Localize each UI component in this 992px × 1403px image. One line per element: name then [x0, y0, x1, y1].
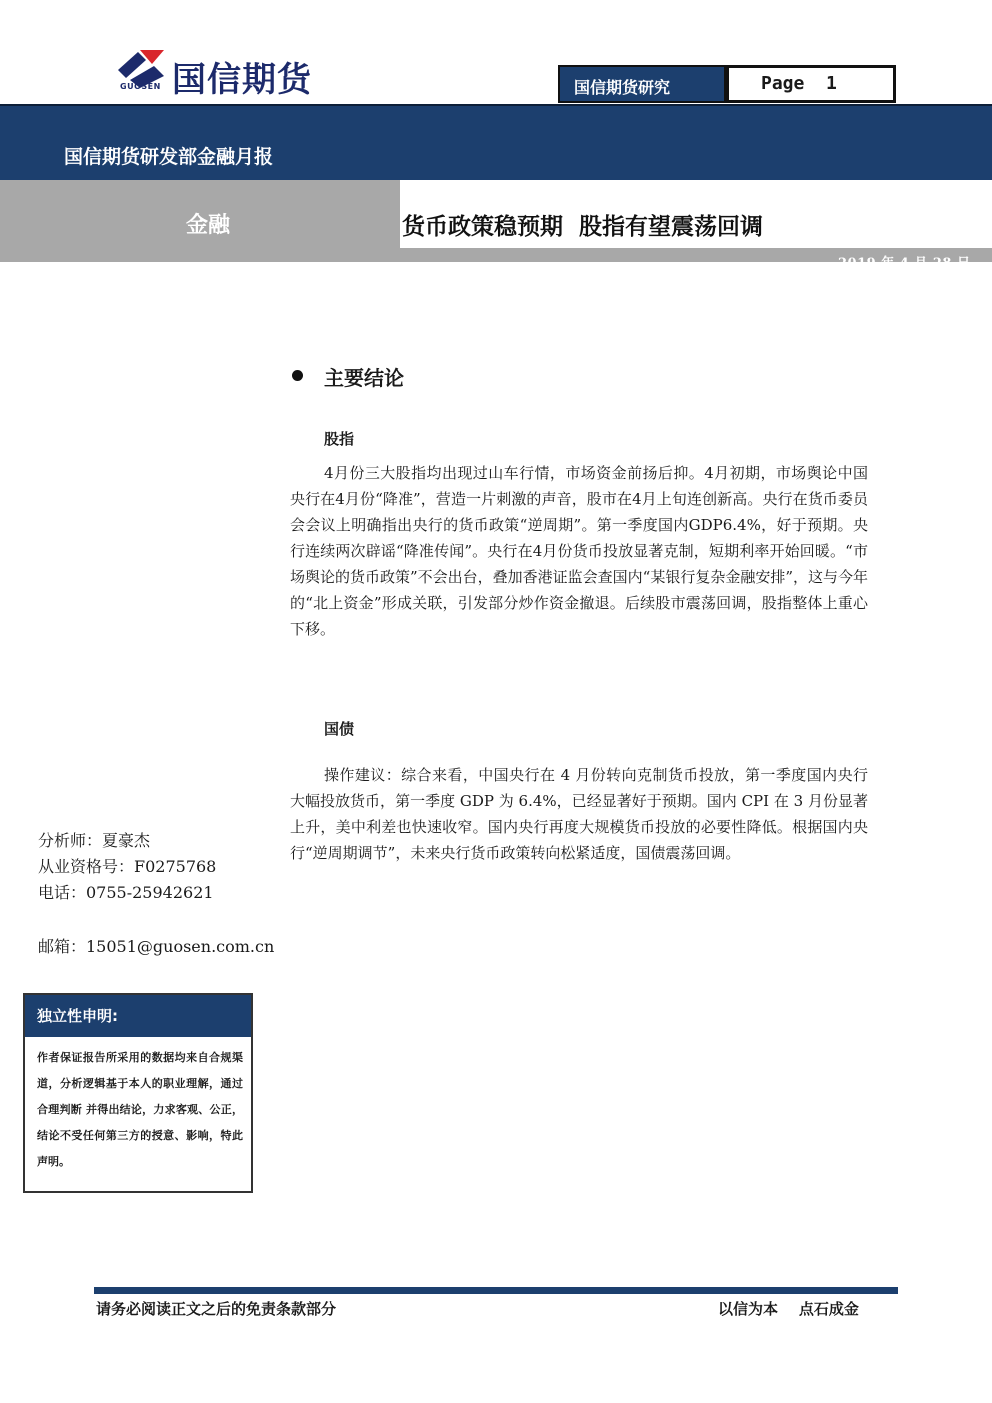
footer-disclaimer-note: 请务必阅读正文之后的免责条款部分 — [96, 1300, 337, 1318]
main-content — [290, 358, 870, 862]
brand-sub: GUOSEN — [120, 82, 161, 91]
report-title: 货币政策稳预期 股指有望震荡回调 — [402, 214, 764, 240]
stock-paragraph: 4月份三大股指均出现过山车行情，市场资金前扬后抑。4月初期，市场舆论中国央行在4月份“降准”，营造一片刺激的声音，股市在4月上旬连创新高。央行在货币委员会会议上明确指出央行的货币政策“逆周期”。第一季度国内GDP6.4%，好于预期。央行连续两次辟谣“降准传闻”。央行在4月份货币投放显著克制，短期利率开始回暖。“市场舆论的货币政策”不会出台，叠加香港证监会查国内“某银行复杂金融安排”，这与今年的“北上资金”形成关联，引发部分炒作资金撤退。后续股市震荡回调，股指整体上重心下移。 — [290, 464, 869, 638]
statement-title: 独立性申明: — [37, 1007, 118, 1025]
bullet-icon — [292, 370, 303, 381]
analyst-license: 从业资格号：F0275768 — [38, 857, 217, 876]
brand-logo — [116, 46, 376, 100]
page-number-box — [726, 65, 896, 103]
analyst-email: 邮箱：15051@guosen.com.cn — [38, 937, 275, 956]
statement-header — [25, 995, 251, 1037]
research-tag — [558, 65, 726, 103]
footer-bar — [94, 1287, 898, 1294]
section-heading-text: 主要结论 — [324, 366, 404, 390]
header-band — [0, 104, 992, 180]
page-number: Page 1 — [761, 73, 837, 94]
independence-statement — [23, 993, 253, 1193]
report-series: 国信期货研发部金融月报 — [64, 146, 274, 168]
sector-label: 金融 — [186, 213, 231, 238]
bond-heading: 国债 — [324, 720, 355, 738]
footer-slogan: 以信为本 点石成金 — [718, 1300, 859, 1318]
analyst-name: 分析师：夏豪杰 — [38, 831, 151, 850]
analyst-phone: 电话：0755-25942621 — [38, 883, 214, 902]
bond-paragraph: 操作建议：综合来看，中国央行在 4 月份转向克制货币投放，第一季度国内央行大幅投放货币，第一季度 GDP 为 6.4%，已经显著好于预期。国内 CPI 在 3 月份显著上升，美中利差也快速收窄。国内央行再度大规模货币投放的必要性降低。根据国内央行“逆周期调节”，未来央行货币政策转向松紧适度，国债震荡回调。 — [290, 766, 868, 862]
research-label: 国信期货研究 — [574, 78, 671, 97]
section-heading — [290, 358, 870, 394]
statement-text: 作者保证报告所采用的数据均来自合规渠道，分析逻辑基于本人的职业理解，通过合理判断 并得出结论，力求客观、公正，结论不受任何第三方的授意、影响，特此声明。 — [37, 1051, 243, 1168]
sector-band — [0, 180, 400, 262]
report-date: 2019 年 4 月 28 日 — [838, 256, 971, 271]
analyst-info — [38, 828, 278, 956]
stock-heading: 股指 — [324, 430, 355, 448]
brand-name: 国信期货 — [172, 60, 312, 100]
